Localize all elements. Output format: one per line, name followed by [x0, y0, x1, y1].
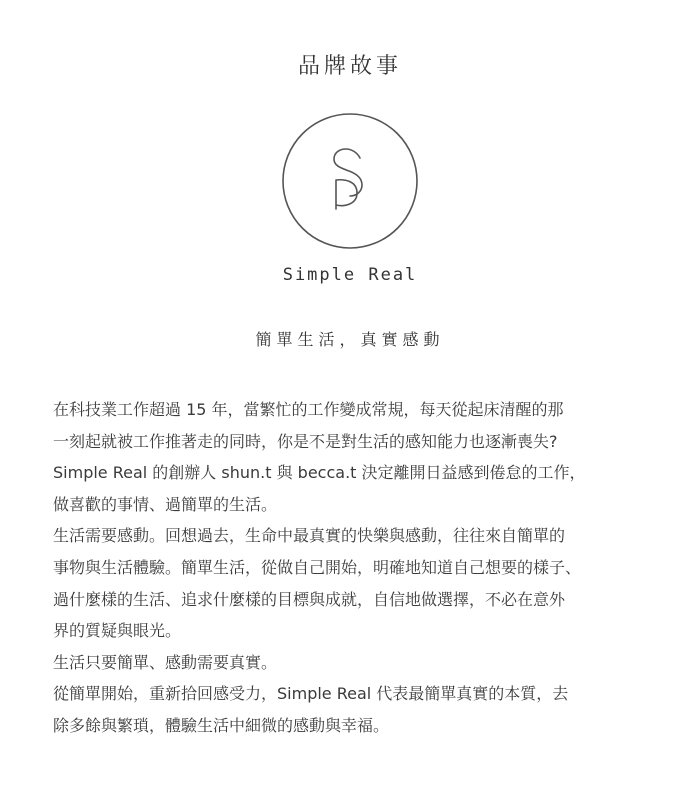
- story-line: 事物與生活體驗。簡單生活，從做自己開始，明確地知道自己想要的樣子、: [53, 557, 582, 577]
- story-line: 界的質疑與眼光。: [53, 621, 182, 641]
- story-paragraph: [53, 394, 653, 742]
- story-line: 從簡單開始，重新拾回感受力，Simple Real 代表最簡單真實的本質，去: [53, 684, 569, 704]
- story-line: 在科技業工作超過 15 年，當繁忙的工作變成常規，每天從起床清醒的那: [53, 400, 564, 419]
- sr-monogram-circle-icon: [281, 112, 419, 250]
- page-title: 品牌故事: [297, 54, 402, 79]
- story-line: 生活只要簡單、感動需要真實。: [53, 652, 278, 672]
- story-line: 過什麼樣的生活、追求什麼樣的目標與成就，自信地做選擇，不必在意外: [53, 589, 566, 609]
- brand-logo: [281, 112, 419, 250]
- story-line: Simple Real 的創辦人 shun.t 與 becca.t 決定離開日益感到倦怠的工作，: [53, 463, 586, 483]
- story-line: 除多餘與繁瑣，體驗生活中細微的感動與幸福。: [53, 715, 390, 735]
- brand-name: Simple Real: [282, 265, 418, 285]
- story-line: 做喜歡的事情、過簡單的生活。: [53, 494, 278, 514]
- story-line: 生活需要感動。回想過去，生命中最真實的快樂與感動，往往來自簡單的: [53, 526, 566, 546]
- story-line: 一刻起就被工作推著走的同時，你是不是對生活的感知能力也逐漸喪失?: [53, 431, 558, 451]
- brand-slogan: 簡單生活，真實感動: [255, 330, 445, 349]
